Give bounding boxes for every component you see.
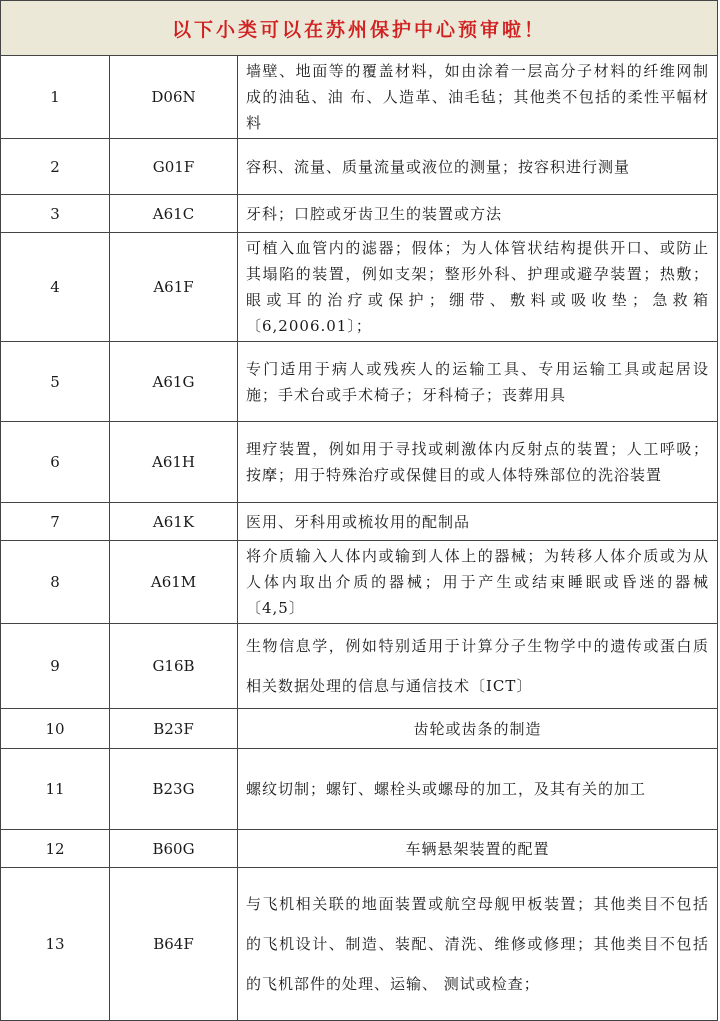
- ipc-description: 齿轮或齿条的制造: [238, 709, 718, 749]
- table-row: [1, 624, 717, 709]
- ipc-code: A61M: [110, 541, 238, 624]
- ipc-code: A61K: [110, 503, 238, 541]
- ipc-code: B23G: [110, 749, 238, 830]
- table-row: [1, 195, 717, 233]
- ipc-code: B64F: [110, 868, 238, 1020]
- row-number: 9: [1, 624, 110, 709]
- row-number: 4: [1, 233, 110, 342]
- row-number: 8: [1, 541, 110, 624]
- ipc-description: 与飞机相关联的地面装置或航空母舰甲板装置；其他类目不包括的飞机设计、制造、装配、清洗、维修或修理；其他类目不包括的飞机部件的处理、运输、 测试或检查；: [246, 894, 709, 993]
- ipc-code: A61G: [110, 342, 238, 422]
- table-row: [1, 422, 717, 503]
- row-number: 10: [1, 709, 110, 749]
- ipc-description: 将介质输入人体内或输到人体上的器械；为转移人体介质或为从人体内取出介质的器械；用于产生或结束睡眠或昏迷的器械〔4,5〕: [238, 541, 718, 624]
- table-row: [1, 503, 717, 541]
- table-row: [1, 541, 717, 624]
- table-row: [1, 233, 717, 342]
- row-number: 5: [1, 342, 110, 422]
- ipc-description: 容积、流量、质量流量或液位的测量；按容积进行测量: [238, 139, 718, 195]
- ipc-code: B60G: [110, 830, 238, 868]
- row-number: 12: [1, 830, 110, 868]
- table-row: [1, 830, 717, 868]
- table-row: [1, 709, 717, 749]
- classification-table: [1, 56, 717, 1020]
- ipc-description: 生物信息学，例如特别适用于计算分子生物学中的遗传或蛋白质相关数据处理的信息与通信技术〔ICT〕: [238, 624, 718, 709]
- ipc-code: A61C: [110, 195, 238, 233]
- table-row: [1, 749, 717, 830]
- row-number: 2: [1, 139, 110, 195]
- ipc-description: 牙科；口腔或牙齿卫生的装置或方法: [238, 195, 718, 233]
- sheet-title: 以下小类可以在苏州保护中心预审啦！: [1, 1, 717, 56]
- ipc-description: 螺纹切制；螺钉、螺栓头或螺母的加工，及其有关的加工: [238, 749, 718, 830]
- ipc-description: 理疗装置，例如用于寻找或刺激体内反射点的装置；人工呼吸；按摩；用于特殊治疗或保健目的或人体特殊部位的洗浴装置: [238, 422, 718, 503]
- ipc-code: D06N: [110, 56, 238, 139]
- ipc-code: G16B: [110, 624, 238, 709]
- table-row: [1, 139, 717, 195]
- ipc-code: A61H: [110, 422, 238, 503]
- ipc-description: 医用、牙科用或梳妆用的配制品: [238, 503, 718, 541]
- table-row: [1, 56, 717, 139]
- ipc-code: A61F: [110, 233, 238, 342]
- row-number: 13: [1, 868, 110, 1020]
- row-number: 1: [1, 56, 110, 139]
- ipc-description: 可植入血管内的滤器；假体；为人体管状结构提供开口、或防止其塌陷的装置，例如支架；整形外科、护理或避孕装置；热敷；眼或耳的治疗或保护；绷带、敷料或吸收垫；急救箱〔6,2006.01〕；: [238, 233, 718, 342]
- ipc-description: 车辆悬架装置的配置: [238, 830, 718, 868]
- ipc-description: 墙壁、地面等的覆盖材料，如由涂着一层高分子材料的纤维网制成的油毡、油 布、人造革、油毛毡；其他类不包括的柔性平幅材料: [238, 56, 718, 139]
- row-number: 6: [1, 422, 110, 503]
- ipc-code: G01F: [110, 139, 238, 195]
- row-number: 7: [1, 503, 110, 541]
- ipc-code: B23F: [110, 709, 238, 749]
- table-row: [1, 868, 717, 1020]
- table-row: [1, 342, 717, 422]
- ipc-description: 专门适用于病人或残疾人的运输工具、专用运输工具或起居设施；手术台或手术椅子；牙科椅子；丧葬用具: [238, 342, 718, 422]
- row-number: 11: [1, 749, 110, 830]
- row-number: 3: [1, 195, 110, 233]
